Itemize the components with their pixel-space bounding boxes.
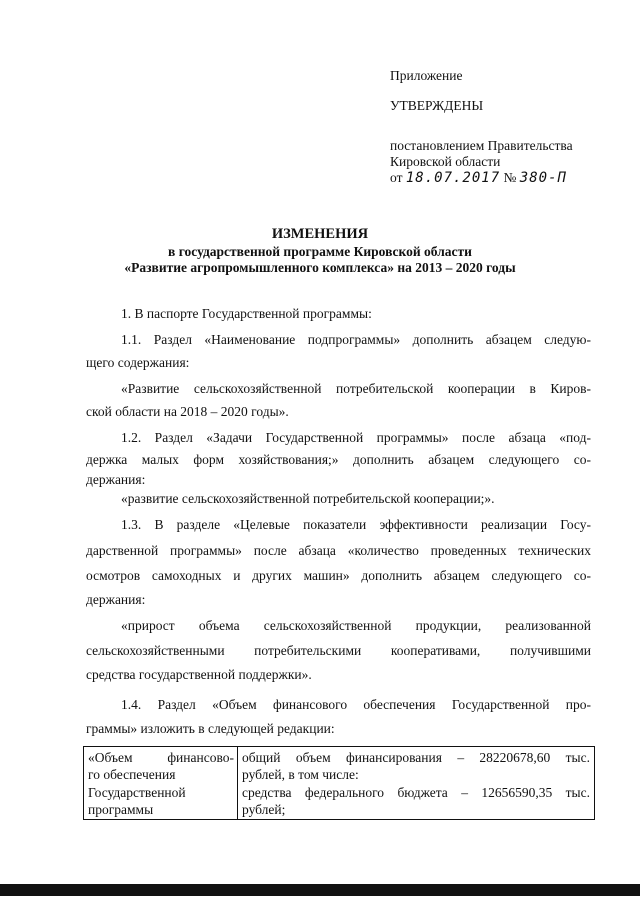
table-left-line-2: го обеспечения [88,767,176,782]
paragraph-1-3-line-4: держания: [86,592,146,607]
paragraph-1-1-line-1: 1.1. Раздел «Наименование подпрограммы» дополнить абзацем следую- [121,332,591,347]
table-right-line-1: общий объем финансирования – 28220678,60 тыс. [242,750,590,765]
approved-label: УТВЕРЖДЕНЫ [390,98,484,113]
scan-bottom-bar [0,884,640,896]
quote-3-line-3: средства государственной поддержки». [86,667,312,682]
document-subtitle-2: «Развитие агропромышленного комплекса» на 2013 – 2020 годы [124,260,516,275]
quote-3-line-1: «прирост объема сельскохозяйственной продукции, реализованной [121,618,591,633]
paragraph-1-4-line-2: граммы» изложить в следующей редакции: [86,721,335,736]
table-left-line-3: Государственной [88,785,186,800]
resolution-line-1: постановлением Правительства [390,138,573,153]
paragraph-1-3-line-1: 1.3. В разделе «Целевые показатели эффективности реализации Госу- [121,517,591,532]
quote-1-line-2: ской области на 2018 – 2020 годы». [86,404,289,419]
table-right-line-4: рублей; [242,802,286,817]
quote-3-line-2: сельскохозяйственными потребительскими кооперативами, получившими [86,643,591,658]
document-title: ИЗМЕНЕНИЯ [271,226,369,242]
table-column-divider [237,747,238,819]
paragraph-1-3-line-2: дарственной программы» после абзаца «количество проведенных технических [86,543,591,558]
appendix-label: Приложение [390,68,463,83]
financing-table [83,746,595,820]
paragraph-1: 1. В паспорте Государственной программы: [121,306,372,321]
document-subtitle-1: в государственной программе Кировской области [168,244,472,259]
table-right-line-2: рублей, в том числе: [242,767,359,782]
paragraph-1-4-line-1: 1.4. Раздел «Объем финансового обеспечения Государственной про- [121,697,591,712]
handwritten-date: 18.07.2017 [405,170,501,186]
paragraph-1-2-line-2: держка малых форм хозяйствования;» дополнить абзацем следующего со- [86,452,591,467]
quote-1-line-1: «Развитие сельскохозяйственной потребительской кооперации в Киров- [121,381,591,396]
resolution-date-line [390,170,567,186]
paragraph-1-2-line-3: держания: [86,472,146,487]
paragraph-1-1-line-2: щего содержания: [86,355,190,370]
date-prefix: от [390,170,403,185]
table-left-line-1: «Объем финансово- [88,750,234,765]
paragraph-1-2-line-1: 1.2. Раздел «Задачи Государственной программы» после абзаца «под- [121,430,591,445]
quote-2: «развитие сельскохозяйственной потребительской кооперации;». [121,491,495,506]
resolution-line-2: Кировской области [390,154,501,169]
handwritten-number: 380-П [519,170,567,186]
table-left-line-4: программы [88,802,154,817]
number-sign: № [503,170,517,185]
table-right-line-3: средства федерального бюджета – 12656590,35 тыс. [242,785,590,800]
paragraph-1-3-line-3: осмотров самоходных и других машин» дополнить абзацем следующего со- [86,568,591,583]
